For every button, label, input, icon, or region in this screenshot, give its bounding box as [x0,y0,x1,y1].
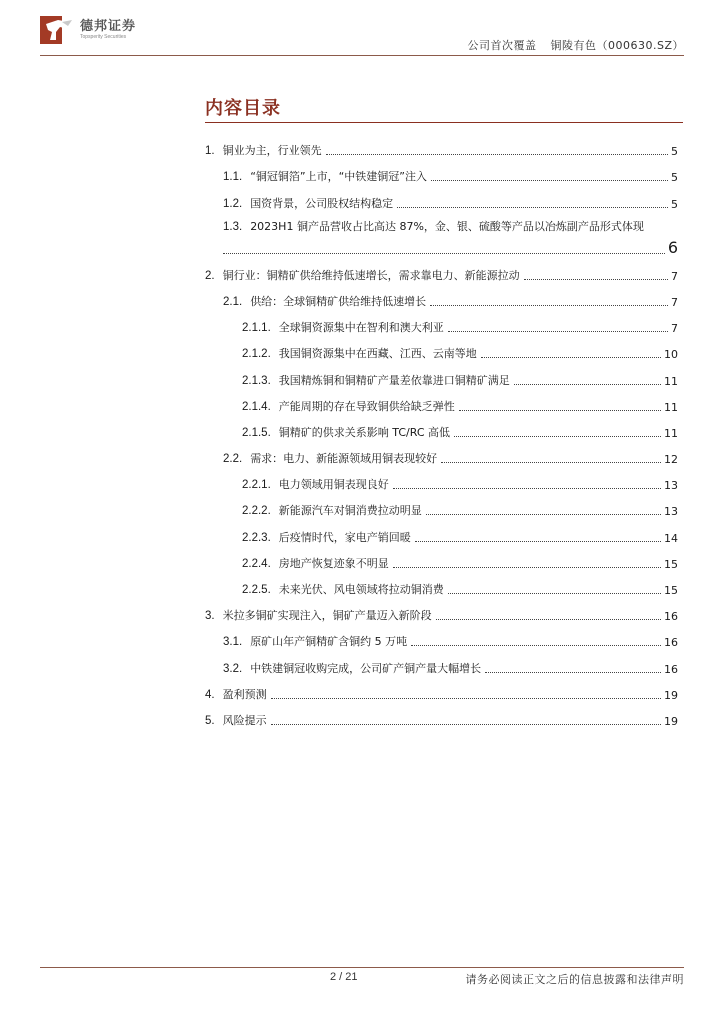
brand-name-cn: 德邦证券 [80,18,137,34]
toc-entry[interactable]: 5. 风险提示 19 [205,713,678,728]
report-meta [457,37,684,53]
toc-entry[interactable]: 2.1.1. 全球铜资源集中在智利和澳大利亚 7 [242,321,678,336]
report-type: 公司首次覆盖 [467,39,537,52]
toc-entry[interactable]: 2.2.3. 后疫情时代，家电产销回暖 14 [242,530,678,545]
toc-entry[interactable]: 2.1.4. 产能周期的存在导致铜供给缺乏弹性 11 [242,399,678,414]
toc-entry[interactable]: 1.1. “铜冠铜箔”上市，“中铁建铜冠”注入 5 [223,170,678,185]
toc-entry[interactable]: 1.3. 2023H1 铜产品营收占比高达 87%，金、银、硫酸等产品以冶炼副产品形式体现 6 [223,219,678,257]
disclaimer-note: 请务必阅读正文之后的信息披露和法律声明 [465,973,684,986]
toc-title-divider [205,122,683,123]
toc-entry[interactable]: 2.1.5. 铜精矿的供求关系影响 TC/RC 高低 11 [242,425,678,440]
page-indicator: 2 / 21 [330,971,358,983]
brand-logo-icon [40,14,74,46]
brand-name-en: Topsperity Securities [80,33,127,40]
brand-logo [40,14,136,46]
toc-entry[interactable]: 4. 盈利预测 19 [205,687,678,702]
toc-entry[interactable]: 2.1.2. 我国铜资源集中在西藏、江西、云南等地 10 [242,347,678,362]
toc-entry[interactable]: 2. 铜行业：铜精矿供给维持低速增长，需求靠电力、新能源拉动 7 [205,268,678,283]
toc-entry[interactable]: 2.2.5. 未来光伏、风电领域将拉动铜消费 15 [242,583,678,597]
toc-entry[interactable]: 3.1. 原矿山年产铜精矿含铜约 5 万吨 16 [223,635,678,650]
toc-entry[interactable]: 3. 米拉多铜矿实现注入，铜矿产量迈入新阶段 16 [205,609,678,624]
toc-entry[interactable]: 2.2.4. 房地产恢复迹象不明显 15 [242,556,678,571]
toc-entry[interactable]: 2.2.1. 电力领域用铜表现良好 13 [242,478,678,493]
toc-entry[interactable]: 3.2. 中铁建铜冠收购完成，公司矿产铜产量大幅增长 16 [223,661,678,676]
header-divider [40,55,684,56]
table-of-contents [205,132,678,728]
toc-entry[interactable]: 2.2.2. 新能源汽车对铜消费拉动明显 13 [242,504,678,519]
toc-entry[interactable]: 1.2. 国资背景，公司股权结构稳定 5 [223,196,678,211]
toc-title: 内容目录 [205,98,281,119]
toc-entry[interactable]: 2.2. 需求：电力、新能源领域用铜表现较好 12 [223,452,678,467]
page-header [40,0,684,56]
toc-entry[interactable]: 2.1.3. 我国精炼铜和铜精矿产量差依靠进口铜精矿满足 11 [242,373,678,388]
company-name: 铜陵有色（000630.SZ） [550,39,684,52]
toc-entry[interactable]: 2.1. 供给：全球铜精矿供给维持低速增长 7 [223,294,678,309]
toc-entry[interactable]: 1. 铜业为主，行业领先 5 [205,144,678,159]
footer-divider [40,967,684,968]
